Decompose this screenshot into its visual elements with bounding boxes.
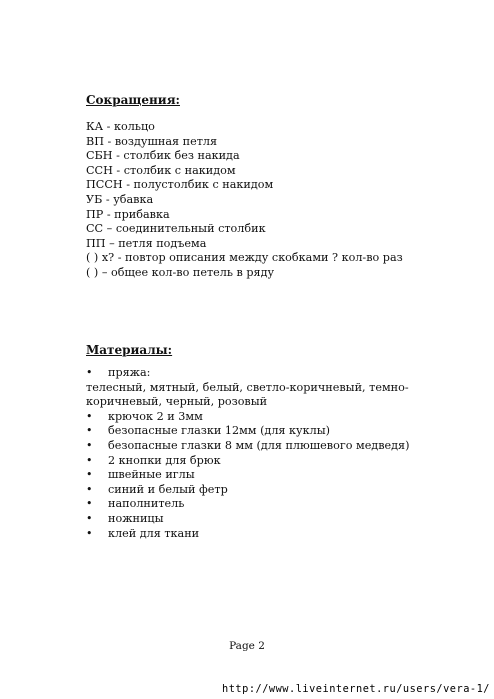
yarn-colors-line-2: коричневый, черный, розовый xyxy=(86,395,268,409)
list-item-label: клей для ткани xyxy=(108,526,200,540)
list-item xyxy=(86,497,426,512)
abbreviation-item: КА - кольцо xyxy=(86,120,155,133)
list-item-label: 2 кнопки для брюк xyxy=(108,453,221,467)
list-item-label: безопасные глазки 8 мм (для плюшевого медведя) xyxy=(108,438,410,452)
abbreviation-item: ПР - прибавка xyxy=(86,207,170,221)
bullet-icon: • xyxy=(86,438,93,452)
abbreviations-list xyxy=(86,120,403,281)
abbreviation-item: ВП - воздушная петля xyxy=(86,134,218,148)
abbreviation-item: ( ) – общее кол-во петель в ряду xyxy=(86,265,275,279)
list-item xyxy=(86,410,426,425)
bullet-icon: • xyxy=(86,497,93,511)
bullet-icon: • xyxy=(86,366,93,379)
abbreviation-item: ПССН - полустолбик с накидом xyxy=(86,178,274,192)
list-item xyxy=(86,512,426,527)
list-item xyxy=(86,424,426,439)
list-item xyxy=(86,366,426,381)
abbreviation-item: СБН - столбик без накида xyxy=(86,149,240,163)
list-item xyxy=(86,468,426,483)
bullet-icon: • xyxy=(86,409,93,423)
yarn-colors-line-1: телесный, мятный, белый, светло-коричневый, темно- xyxy=(86,380,409,394)
bullet-icon: • xyxy=(86,424,93,438)
bullet-icon: • xyxy=(86,511,93,525)
list-item xyxy=(86,483,426,498)
bullet-icon: • xyxy=(86,482,93,496)
bullet-icon: • xyxy=(86,468,93,482)
abbreviation-item: ССН - столбик с накидом xyxy=(86,163,236,177)
abbreviations-heading: Сокращения: xyxy=(86,93,180,107)
list-item-label: наполнитель xyxy=(108,497,185,511)
list-item-label: безопасные глазки 12мм (для куклы) xyxy=(108,424,330,438)
list-item-label: швейные иглы xyxy=(108,468,195,482)
list-item-label: крючок 2 и 3мм xyxy=(108,409,203,423)
list-item-label: синий и белый фетр xyxy=(108,482,228,496)
abbreviation-item: ПП – петля подъема xyxy=(86,236,207,250)
bullet-icon: • xyxy=(86,453,93,467)
list-item xyxy=(86,527,426,542)
abbreviation-item: ( ) х? - повтор описания между скобками ? кол-во раз xyxy=(86,251,403,265)
yarn-label: пряжа: xyxy=(108,366,151,379)
materials-list xyxy=(86,366,426,541)
list-item-label: ножницы xyxy=(108,511,164,525)
list-item xyxy=(86,439,426,454)
bullet-icon: • xyxy=(86,526,93,540)
materials-heading: Материалы: xyxy=(86,343,173,357)
abbreviation-item: УБ - убавка xyxy=(86,192,154,206)
page-number: Page 2 xyxy=(229,640,265,652)
list-item xyxy=(86,454,426,469)
watermark-url: http://www.liveinternet.ru/users/vera-1/ xyxy=(222,683,490,695)
abbreviation-item: СС – соединительный столбик xyxy=(86,222,266,236)
